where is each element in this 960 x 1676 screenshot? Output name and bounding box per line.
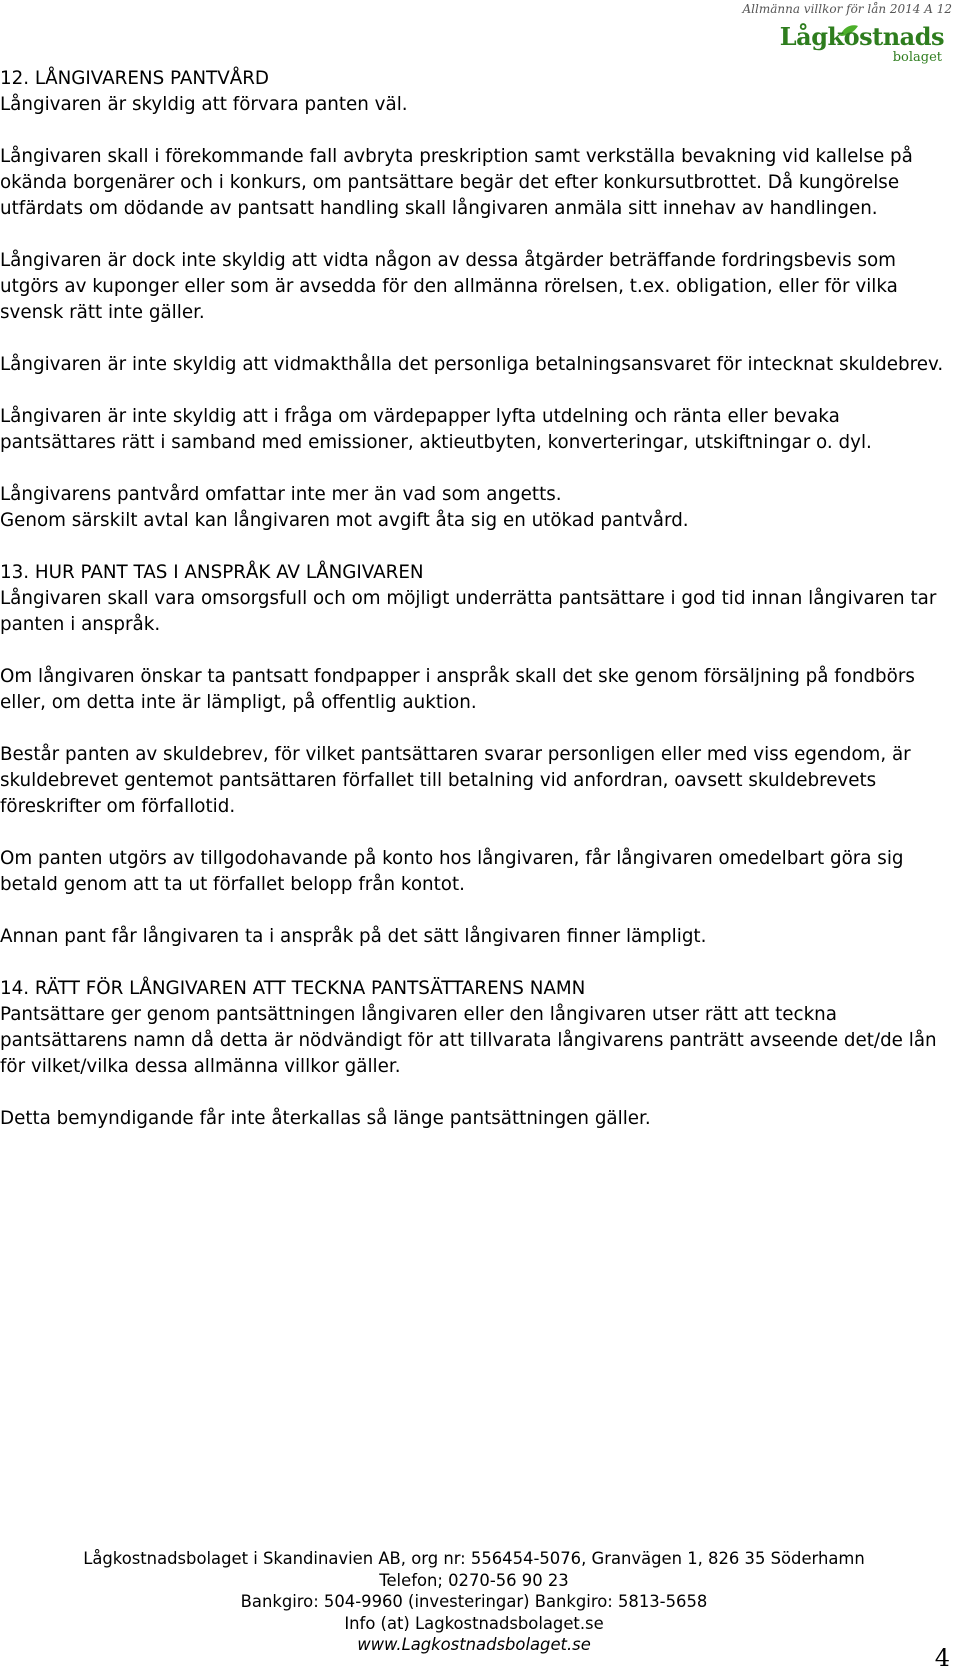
section-12-paragraph: Långivaren är inte skyldig att i fråga om värdepapper lyfta utdelning och ränta eller bevaka pantsättares rätt i samband med emissioner, aktieutbyten, konverteringar, utskiftningar o. dyl. xyxy=(0,406,872,453)
section-12-paragraph: Långivaren är inte skyldig att vidmakthålla det personliga betalningsansvaret för intecknat skuldebrev. xyxy=(0,354,944,375)
footer-email: Info (at) Lagkostnadsbolaget.se xyxy=(344,1613,604,1633)
section-13-paragraph: Om panten utgörs av tillgodohavande på konto hos långivaren, får långivaren omedelbart göra sig betald genom att ta ut förfallet belopp från kontot. xyxy=(0,848,904,895)
section-14-heading: 14. RÄTT FÖR LÅNGIVAREN ATT TECKNA PANTSÄTTARENS NAMN xyxy=(0,978,586,999)
section-14-paragraph: Pantsättare ger genom pantsättningen långivaren eller den långivaren utser rätt att teckna pantsättarens namn då detta är nödvändigt för att tillvarata långivarens panträtt avseende det/de lån för vilket/vilka dessa allmänna villkor gäller. xyxy=(0,1004,937,1077)
logo-text: Lågkostnads xyxy=(779,22,944,51)
section-12-heading: 12. LÅNGIVARENS PANTVÅRD xyxy=(0,68,269,89)
section-13-heading: 13. HUR PANT TAS I ANSPRÅK AV LÅNGIVAREN xyxy=(0,562,424,583)
section-12-paragraph: Långivaren skall i förekommande fall avbryta preskription samt verkställa bevakning vid kallelse på okända borgenärer och i konkurs, om pantsättare begär det efter konkursutbrottet. Då kungörelse utfärdats om dödande av pantsatt handling skall långivaren anmäla sitt innehav av handlingen. xyxy=(0,146,913,219)
section-12-paragraph: Genom särskilt avtal kan långivaren mot avgift åta sig en utökad pantvård. xyxy=(0,510,689,531)
logo-subtext: bolaget xyxy=(892,50,942,65)
document-body xyxy=(0,66,948,1158)
page-number: 4 xyxy=(934,1644,950,1672)
section-13-paragraph: Om långivaren önskar ta pantsatt fondpapper i anspråk skall det ske genom försäljning på fondbörs eller, om detta inte är lämpligt, på offentlig auktion. xyxy=(0,666,915,713)
section-13-paragraph: Annan pant får långivaren ta i anspråk på det sätt långivaren finner lämpligt. xyxy=(0,926,707,947)
footer-company-line: Lågkostnadsbolaget i Skandinavien AB, org nr: 556454-5076, Granvägen 1, 826 35 Söderhamn xyxy=(83,1549,865,1568)
header-document-tag: Allmänna villkor för lån 2014 A 12 xyxy=(742,2,952,16)
section-12-paragraph: Långivaren är skyldig att förvara panten väl. xyxy=(0,94,408,115)
company-logo xyxy=(779,22,952,65)
page-footer xyxy=(0,1548,948,1656)
section-13-paragraph: Består panten av skuldebrev, för vilket pantsättaren svarar personligen eller med viss egendom, är skuldebrevet gentemot pantsättaren förfallet till betalning vid anfordran, oavsett skuldebrevets föreskrifter om förfallotid. xyxy=(0,744,911,817)
section-14-paragraph: Detta bemyndigande får inte återkallas så länge pantsättningen gäller. xyxy=(0,1108,651,1129)
footer-phone: Telefon; 0270-56 90 23 xyxy=(379,1570,569,1590)
section-12-paragraph: Långivaren är dock inte skyldig att vidta någon av dessa åtgärder beträffande fordringsbevis som utgörs av kuponger eller som är avsedda för den allmänna rörelsen, t.ex. obligation, eller för vilka svensk rätt inte gäller. xyxy=(0,250,898,323)
footer-website-link[interactable]: www.Lagkostnadsbolaget.se xyxy=(357,1635,591,1654)
footer-bankgiro: Bankgiro: 504-9960 (investeringar) Bankgiro: 5813-5658 xyxy=(240,1592,708,1611)
section-12-paragraph: Långivarens pantvård omfattar inte mer än vad som angetts. xyxy=(0,484,562,505)
section-13-paragraph: Långivaren skall vara omsorgsfull och om möjligt underrätta pantsättare i god tid innan långivaren tar panten i anspråk. xyxy=(0,588,937,635)
